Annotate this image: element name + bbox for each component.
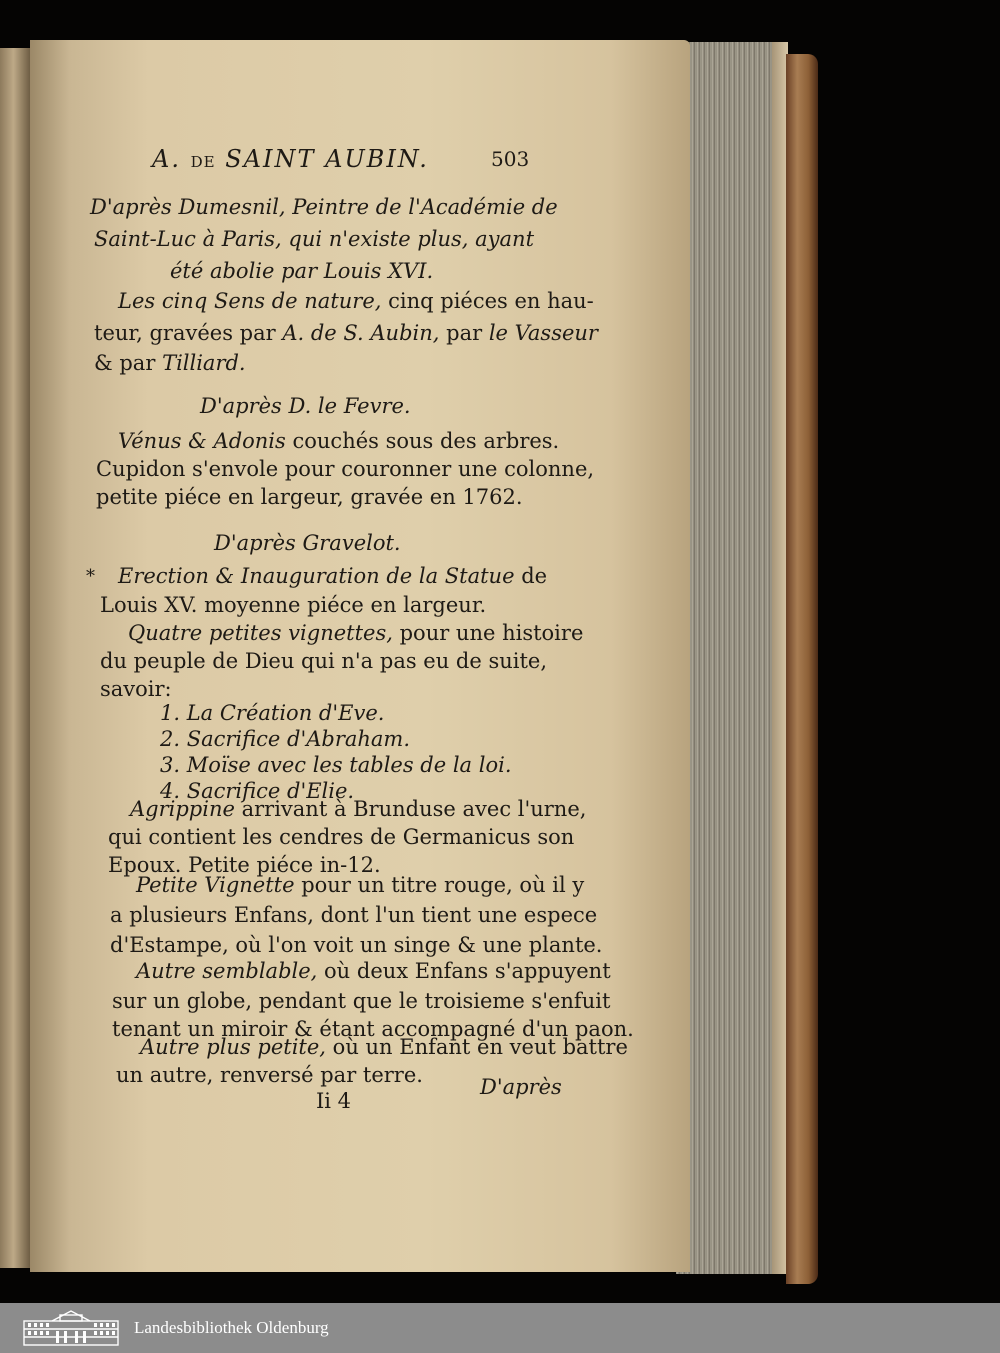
entry-venus-line-3: petite piéce en largeur, gravée en 1762. <box>96 485 523 509</box>
leather-binding <box>786 54 818 1284</box>
vignette-item-4: 4. Sacrifice d'Elie. <box>160 779 355 803</box>
entry-agrippine-line-3: Epoux. Petite piéce in-12. <box>108 853 381 877</box>
entry-vignettes-line-2: du peuple de Dieu qui n'a pas eu de suite, <box>100 649 548 673</box>
library-footer-bar <box>0 1303 1000 1353</box>
section-heading-dumesnil-line-2: Saint-Luc à Paris, qui n'existe plus, ayant <box>94 227 535 251</box>
library-building-icon <box>22 1309 120 1347</box>
entry-autre-plus-petite-line-1: Autre plus petite, où un Enfant en veut battre <box>140 1035 628 1059</box>
entry-erection-line-1: Erection & Inauguration de la Statue de <box>118 564 548 588</box>
entry-vignettes-line-3: savoir: <box>100 677 172 701</box>
entry-cinq-sens-line-1: Les cinq Sens de nature, cinq piéces en hau- <box>118 289 594 313</box>
catchword: D'après <box>480 1075 562 1099</box>
entry-vignettes-line-1: Quatre petites vignettes, pour une histoire <box>128 621 584 645</box>
entry-venus-line-1: Vénus & Adonis couchés sous des arbres. <box>118 429 560 453</box>
entry-agrippine-line-2: qui contient les cendres de Germanicus son <box>108 825 575 849</box>
page-number: 503 <box>491 147 530 171</box>
entry-autre-semblable-line-1: Autre semblable, où deux Enfans s'appuyent <box>136 959 611 983</box>
entry-autre-plus-petite-line-2: un autre, renversé par terre. <box>116 1063 423 1087</box>
facing-page-edge <box>0 48 30 1268</box>
running-head: A. DE SAINT AUBIN. <box>152 145 429 173</box>
entry-autre-semblable-line-3: tenant un miroir & étant accompagné d'un paon. <box>112 1017 634 1041</box>
vignette-item-2: 2. Sacrifice d'Abraham. <box>160 727 411 751</box>
vignette-item-1: 1. La Création d'Eve. <box>160 701 385 725</box>
signature-mark: Ii 4 <box>316 1089 352 1113</box>
page-block-edges <box>676 42 788 1274</box>
entry-venus-line-2: Cupidon s'envole pour couronner une colonne, <box>96 457 595 481</box>
entry-cinq-sens-line-2: teur, gravées par A. de S. Aubin, par le Vasseur <box>94 321 598 345</box>
asterisk-mark: * <box>86 566 95 587</box>
vignette-item-3: 3. Moïse avec les tables de la loi. <box>160 753 512 777</box>
section-heading-gravelot: D'après Gravelot. <box>214 531 401 555</box>
entry-cinq-sens-line-3: & par Tilliard. <box>94 351 246 375</box>
library-name: Landesbibliothek Oldenburg <box>134 1318 329 1337</box>
entry-petite-vignette-line-3: d'Estampe, où l'on voit un singe & une plante. <box>110 933 603 957</box>
section-heading-dumesnil-line-1: D'après Dumesnil, Peintre de l'Académie de <box>90 195 558 219</box>
entry-agrippine-line-1: Agrippine arrivant à Brunduse avec l'urne, <box>130 797 587 821</box>
entry-autre-semblable-line-2: sur un globe, pendant que le troisieme s'enfuit <box>112 989 611 1013</box>
entry-erection-line-2: Louis XV. moyenne piéce en largeur. <box>100 593 487 617</box>
entry-petite-vignette-line-2: a plusieurs Enfans, dont l'un tient une espece <box>110 903 598 927</box>
section-heading-lefevre: D'après D. le Fevre. <box>200 394 411 418</box>
section-heading-dumesnil-line-3: été abolie par Louis XVI. <box>170 259 434 283</box>
entry-petite-vignette-line-1: Petite Vignette pour un titre rouge, où il y <box>136 873 585 897</box>
